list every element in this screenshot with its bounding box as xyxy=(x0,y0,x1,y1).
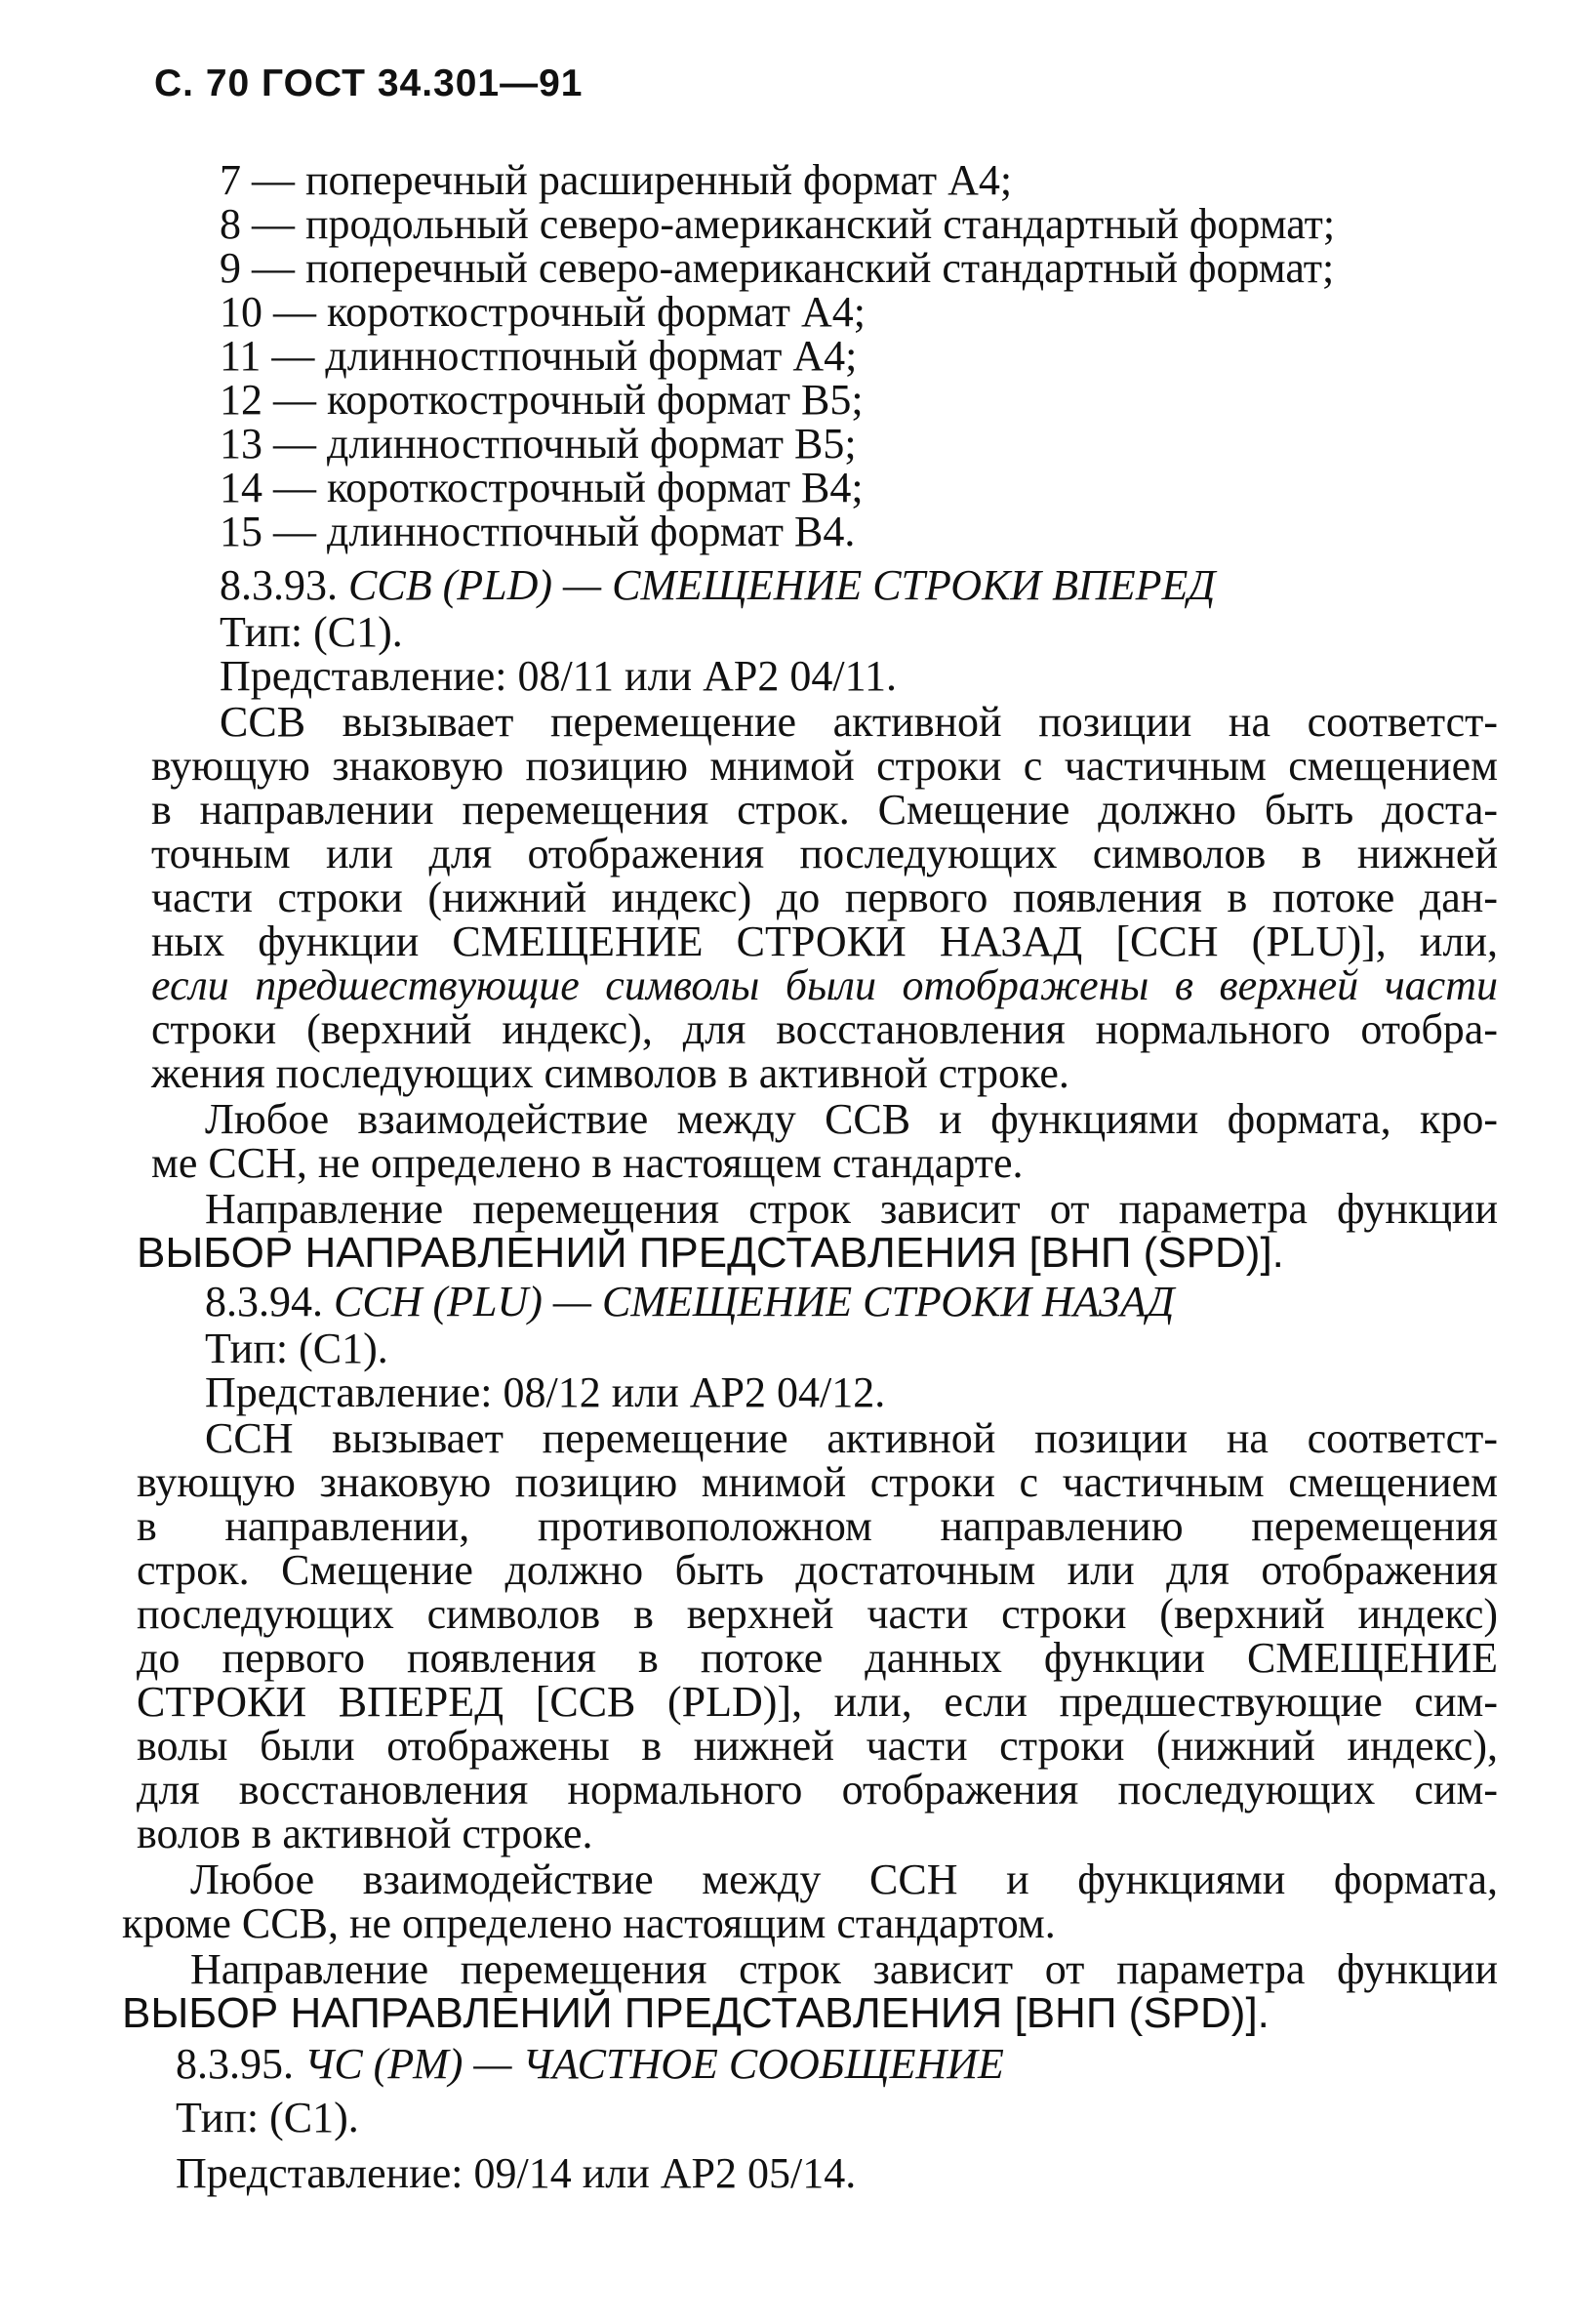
paragraph-line: вующую знаковую позицию мнимой строки с частичным смещением xyxy=(137,1458,1498,1506)
paragraph-line: для восстановления нормального отображения последующих сим- xyxy=(137,1766,1498,1814)
section-heading-8-3-94 xyxy=(205,1278,1175,1325)
page-header: С. 70 ГОСТ 34.301—91 xyxy=(154,62,584,104)
section-title: ЧС (РМ) — ЧАСТНОЕ СООБЩЕНИЕ xyxy=(304,2040,1004,2088)
type-line: Тип: (С1). xyxy=(176,2094,359,2141)
paragraph-line: до первого появления в потоке данных функции СМЕЩЕНИЕ xyxy=(137,1634,1498,1682)
paragraph-line: СТРОКИ ВПЕРЕД [ССВ (PLD)], или, если предшествующие сим- xyxy=(137,1678,1498,1726)
section-heading-8-3-95 xyxy=(176,2040,1004,2088)
paragraph-line: ВЫБОР НАПРАВЛЕНИЙ ПРЕДСТАВЛЕНИЯ [ВНП (SPD)]. xyxy=(137,1229,1284,1277)
section-number: 8.3.93. xyxy=(220,561,338,609)
representation-line: Представление: 08/11 или АР2 04/11. xyxy=(220,652,897,700)
list-item: 12 — короткострочный формат В5; xyxy=(220,376,864,424)
paragraph-line: ВЫБОР НАПРАВЛЕНИЙ ПРЕДСТАВЛЕНИЯ [ВНП (SPD)]. xyxy=(122,1989,1270,2037)
paragraph-line: если предшествующие символы были отображены в верхней части xyxy=(151,961,1498,1009)
paragraph-line: в направлении перемещения строк. Смещение должно быть доста- xyxy=(151,786,1498,834)
type-line: Тип: (С1). xyxy=(205,1325,388,1372)
section-title: ССВ (PLD) — СМЕЩЕНИЕ СТРОКИ ВПЕРЕД xyxy=(348,561,1216,609)
paragraph-line: Любое взаимодействие между ССВ и функциями формата, кро- xyxy=(205,1095,1498,1143)
paragraph-line: последующих символов в верхней части строки (верхний индекс) xyxy=(137,1590,1498,1638)
paragraph-line: Направление перемещения строк зависит от параметра функции xyxy=(205,1185,1498,1233)
paragraph-line: строки (верхний индекс), для восстановления нормального отобра- xyxy=(151,1005,1498,1053)
paragraph-line: волы были отображены в нижней части строки (нижний индекс), xyxy=(137,1722,1498,1770)
list-item: 15 — длинностпочный формат В4. xyxy=(220,508,856,555)
section-title: ССН (PLU) — СМЕЩЕНИЕ СТРОКИ НАЗАД xyxy=(334,1278,1175,1325)
list-item: 10 — короткострочный формат А4; xyxy=(220,288,866,336)
paragraph-line: ме ССН, не определено в настоящем стандарте. xyxy=(151,1139,1024,1187)
paragraph-line: в направлении, противоположном направлению перемещения xyxy=(137,1502,1498,1550)
paragraph-line: волов в активной строке. xyxy=(137,1810,593,1857)
type-line: Тип: (С1). xyxy=(220,608,403,656)
paragraph-line: вующую знаковую позицию мнимой строки с частичным смещением xyxy=(151,742,1498,790)
paragraph-line: Направление перемещения строк зависит от параметра функции xyxy=(190,1945,1498,1993)
list-item: 9 — поперечный северо-американский стандартный формат; xyxy=(220,244,1335,292)
list-item: 11 — длинностпочный формат А4; xyxy=(220,332,858,380)
list-item: 13 — длинностпочный формат В5; xyxy=(220,420,857,468)
paragraph-line: Любое взаимодействие между ССН и функциями формата, xyxy=(190,1855,1498,1903)
representation-line: Представление: 08/12 или АР2 04/12. xyxy=(205,1368,886,1416)
section-heading-8-3-93 xyxy=(220,561,1216,609)
paragraph-line: кроме ССВ, не определено настоящим стандартом. xyxy=(122,1899,1056,1947)
paragraph-line: ССВ вызывает перемещение активной позиции на соответст- xyxy=(220,698,1498,746)
paragraph-line: точным или для отображения последующих символов в нижней xyxy=(151,830,1498,877)
list-item: 8 — продольный северо-американский стандартный формат; xyxy=(220,200,1336,248)
representation-line: Представление: 09/14 или АР2 05/14. xyxy=(176,2149,857,2197)
paragraph-line: части строки (нижний индекс) до первого появления в потоке дан- xyxy=(151,874,1498,921)
paragraph-line: строк. Смещение должно быть достаточным или для отображения xyxy=(137,1546,1498,1594)
section-number: 8.3.94. xyxy=(205,1278,323,1325)
paragraph-line: ных функции СМЕЩЕНИЕ СТРОКИ НАЗАД [ССН (PLU)], или, xyxy=(151,917,1498,965)
paragraph-line: жения последующих символов в активной строке. xyxy=(151,1049,1069,1097)
list-item: 14 — короткострочный формат В4; xyxy=(220,464,864,511)
list-item: 7 — поперечный расширенный формат А4; xyxy=(220,156,1013,204)
paragraph-line: ССН вызывает перемещение активной позиции на соответст- xyxy=(205,1414,1498,1462)
section-number: 8.3.95. xyxy=(176,2040,294,2088)
